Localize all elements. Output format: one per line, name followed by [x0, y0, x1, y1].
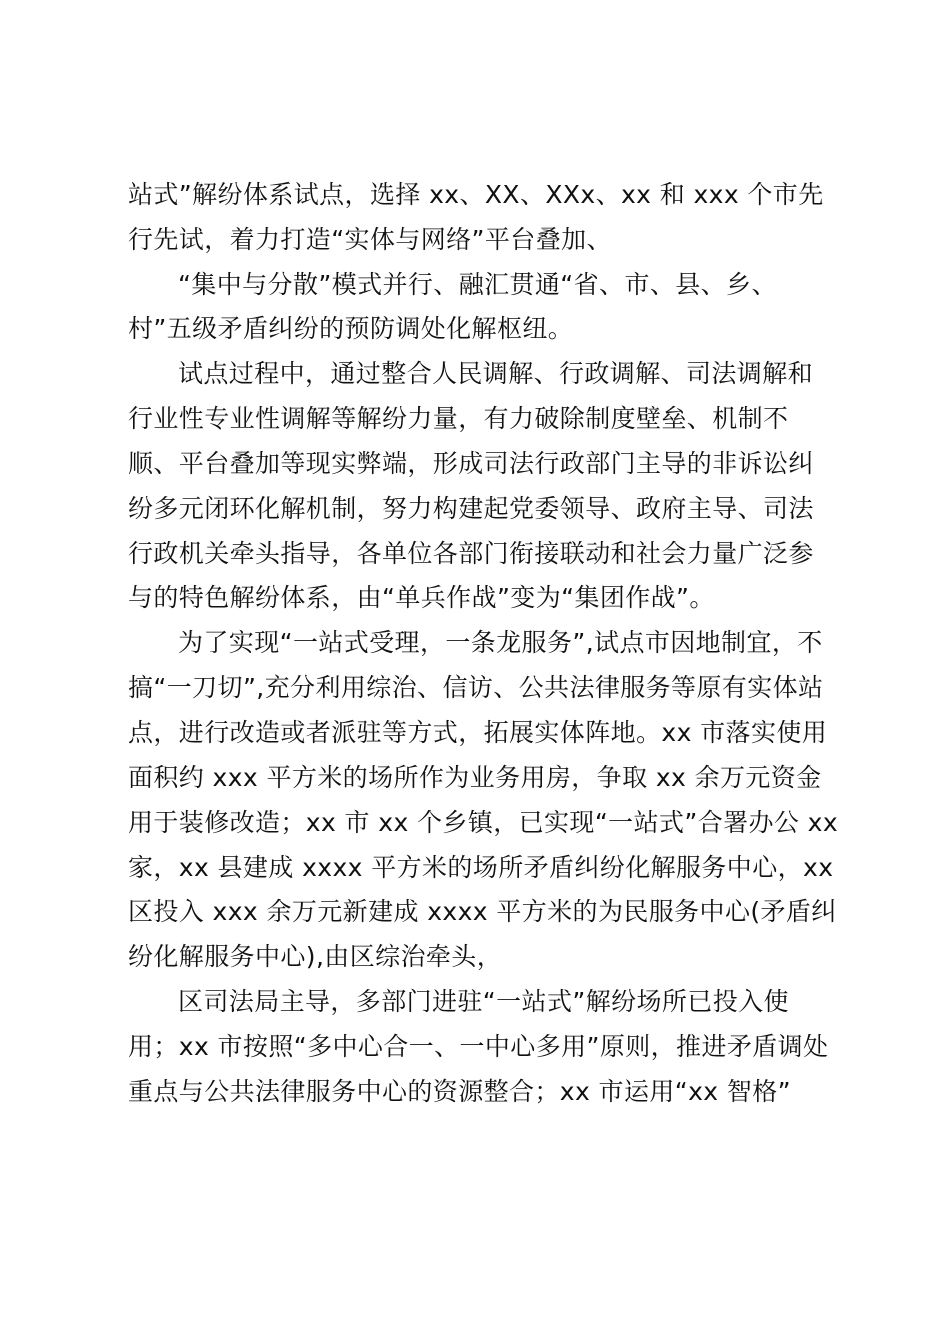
text-line: 村”五级矛盾纠纷的预防调处化解枢纽。: [128, 314, 574, 343]
text-line: 区司法局主导，多部门进驻“一站式”解纷场所已投入使: [178, 987, 789, 1016]
text-line: 与的特色解纷体系，由“单兵作战”变为“集团作战”。: [128, 583, 715, 612]
text-line: 区投入 xxx 余万元新建成 xxxx 平方米的为民服务中心(矛盾纠: [128, 897, 837, 926]
text-line: 站式”解纷体系试点，选择 xx、XX、XXx、xx 和 xxx 个市先: [128, 180, 824, 209]
text-line: 顺、平台叠加等现实弊端，形成司法行政部门主导的非诉讼纠: [128, 449, 814, 478]
text-line: 搞“一刀切”,充分利用综治、信访、公共法律服务等原有实体站: [128, 673, 824, 702]
text-line: 重点与公共法律服务中心的资源整合；xx 市运用“xx 智格”: [128, 1077, 791, 1106]
text-line: 行政机关牵头指导，各单位各部门衔接联动和社会力量广泛参: [128, 539, 814, 568]
text-line: 点，进行改造或者派驻等方式，拓展实体阵地。xx 市落实使用: [128, 718, 828, 747]
text-line: “集中与分散”模式并行、融汇贯通“省、市、县、乡、: [178, 270, 777, 299]
text-line: 家，xx 县建成 xxxx 平方米的场所矛盾纠纷化解服务中心，xx: [128, 853, 834, 882]
text-line: 行业性专业性调解等解纷力量，有力破除制度壁垒、机制不: [128, 404, 789, 433]
text-line: 行先试，着力打造“实体与网络”平台叠加、: [128, 225, 612, 254]
text-line: 试点过程中，通过整合人民调解、行政调解、司法调解和: [178, 359, 814, 388]
text-line: 纷多元闭环化解机制，努力构建起党委领导、政府主导、司法: [128, 494, 814, 523]
text-line: 面积约 xxx 平方米的场所作为业务用房，争取 xx 余万元资金: [128, 763, 822, 792]
text-line: 用；xx 市按照“多中心合一、一中心多用”原则，推进矛盾调处: [128, 1032, 829, 1061]
text-line: 为了实现“一站式受理，一条龙服务”,试点市因地制宜，不: [178, 628, 823, 657]
text-line: 纷化解服务中心),由区综治牵头，: [128, 942, 503, 971]
text-line: 用于装修改造；xx 市 xx 个乡镇，已实现“一站式”合署办公 xx: [128, 808, 839, 837]
